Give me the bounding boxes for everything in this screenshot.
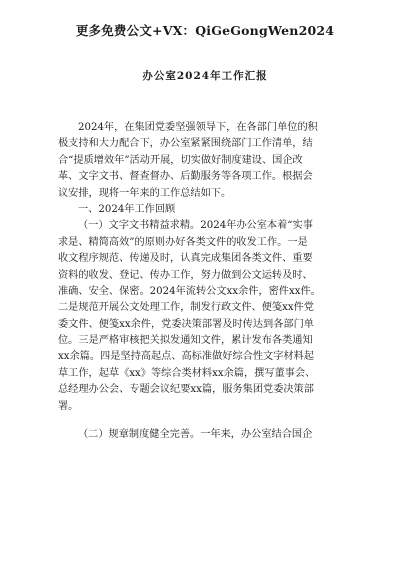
paragraph-line: 总经理办公会、专题会议纪要xx篇，服务集团党委决策部: [58, 384, 314, 396]
paragraph-line: xx余篇。四是坚持高起点、高标准做好综合性文字材料起: [58, 351, 314, 363]
document-title: 办公室2024年工作汇报: [142, 70, 268, 82]
paragraph-line: 准确、安全、保密。2024年流转公文xx余件，密件xx件。: [58, 285, 321, 297]
document-body: [58, 120, 358, 443]
paragraph-gap: [58, 415, 358, 427]
paragraph-line: 二是规范开展公文处理工作，制发行政文件、便笺xx件党: [58, 302, 314, 314]
paragraph-line: 位。三是严格审核把关拟发通知文件，累计发布各类通知: [58, 335, 313, 347]
paragraph-line: （一）文字文书精益求精。2024年办公室本着“实事: [78, 220, 313, 232]
paragraph-line: 收文程序规范、传递及时，认真完成集团各类文件、重要: [58, 253, 313, 265]
paragraph-line: 草工作，起草《xx》等综合类材料xx余篇，撰写董事会、: [58, 367, 316, 379]
paragraph-line: （二）规章制度健全完善。一年来，办公室结合国企: [78, 429, 313, 441]
paragraph-line: 2024年，在集团党委坚强领导下，在各部门单位的积: [78, 122, 318, 133]
section-heading: 一、2024年工作回顾: [78, 203, 176, 215]
paragraph-line: 委文件、便笺xx余件，党委决策部署及时传达到各部门单: [58, 318, 314, 330]
paragraph-line: 极支持和大力配合下，办公室紧紧围绕部门工作清单，结: [58, 138, 313, 150]
paragraph-line: 合“提质增效年”活动开展，切实做好制度建设、国企改: [58, 154, 303, 166]
watermark-header: 更多免费公文+VX：QiGeGongWen2024: [75, 23, 335, 38]
paragraph-line: 署。: [58, 400, 79, 412]
paragraph-line: 议安排，现将一年来的工作总结如下。: [58, 187, 232, 199]
paragraph-line: 革、文字文书、督查督办、后勤服务等各项工作。根据会: [58, 171, 313, 183]
paragraph-line: 求是、精简高效”的原则办好各类文件的收发工作。一是: [58, 236, 308, 248]
paragraph-line: 资料的收发、登记、传办工作，努力做到公文运转及时、: [58, 269, 313, 281]
